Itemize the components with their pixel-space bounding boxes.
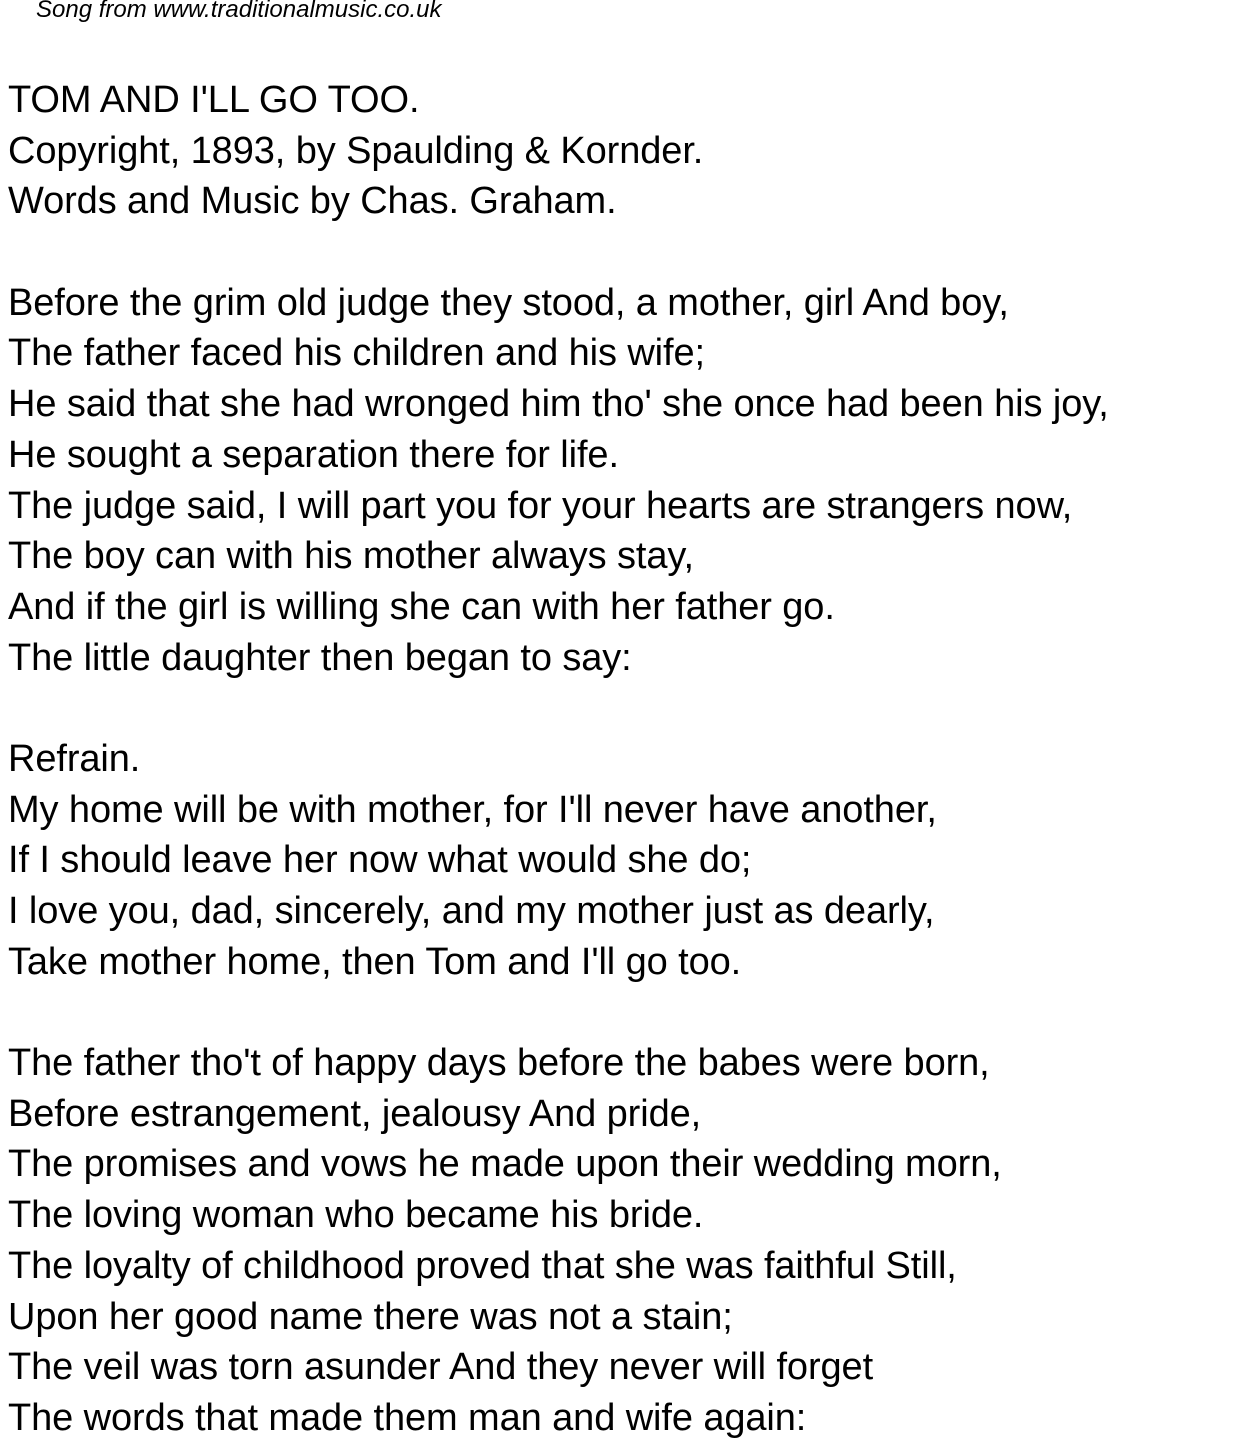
song-title: TOM AND I'LL GO TOO.: [8, 79, 420, 121]
verse-line: The words that made them man and wife again:: [8, 1396, 807, 1439]
stanza-gap: [8, 683, 1238, 734]
refrain-line: My home will be with mother, for I'll never have another,: [8, 788, 937, 831]
verse-line: Before the grim old judge they stood, a mother, girl And boy,: [8, 281, 1009, 324]
verse-line: The boy can with his mother always stay,: [8, 535, 694, 578]
verse-line: He sought a separation there for life.: [8, 433, 619, 476]
refrain-line: Take mother home, then Tom and I'll go too.: [8, 940, 742, 983]
verse-line: And if the girl is willing she can with her father go.: [8, 585, 835, 628]
stanza-gap: [8, 227, 1238, 278]
stanza-gap: [8, 987, 1238, 1038]
copyright-line: Copyright, 1893, by Spaulding & Kornder.: [8, 129, 704, 172]
verse-line: The father tho't of happy days before the babes were born,: [8, 1042, 990, 1085]
verse-line: The loyalty of childhood proved that she was faithful Still,: [8, 1244, 957, 1287]
verse-line: The father faced his children and his wife;: [8, 332, 705, 375]
verse-line: The little daughter then began to say:: [8, 636, 632, 679]
verse-line: He said that she had wronged him tho' she once had been his joy,: [8, 383, 1109, 426]
credits-line: Words and Music by Chas. Graham.: [8, 180, 617, 223]
verse-1: [8, 278, 1238, 684]
refrain: [8, 734, 1238, 987]
refrain-line: I love you, dad, sincerely, and my mother just as dearly,: [8, 890, 935, 932]
song-text: [8, 75, 1238, 1444]
verse-line: Upon her good name there was not a stain;: [8, 1295, 733, 1338]
verse-line: Before estrangement, jealousy And pride,: [8, 1092, 702, 1135]
verse-line: The judge said, I will part you for your hearts are strangers now,: [8, 484, 1073, 527]
refrain-line: If I should leave her now what would she do;: [8, 839, 752, 882]
verse-line: The veil was torn asunder And they never will forget: [8, 1346, 874, 1389]
verse-line: The promises and vows he made upon their wedding morn,: [8, 1143, 1002, 1186]
verse-line: The loving woman who became his bride.: [8, 1194, 704, 1237]
refrain-label: Refrain.: [8, 737, 141, 780]
verse-2: [8, 1038, 1238, 1444]
source-credit: Song from www.traditionalmusic.co.uk: [36, 0, 442, 23]
